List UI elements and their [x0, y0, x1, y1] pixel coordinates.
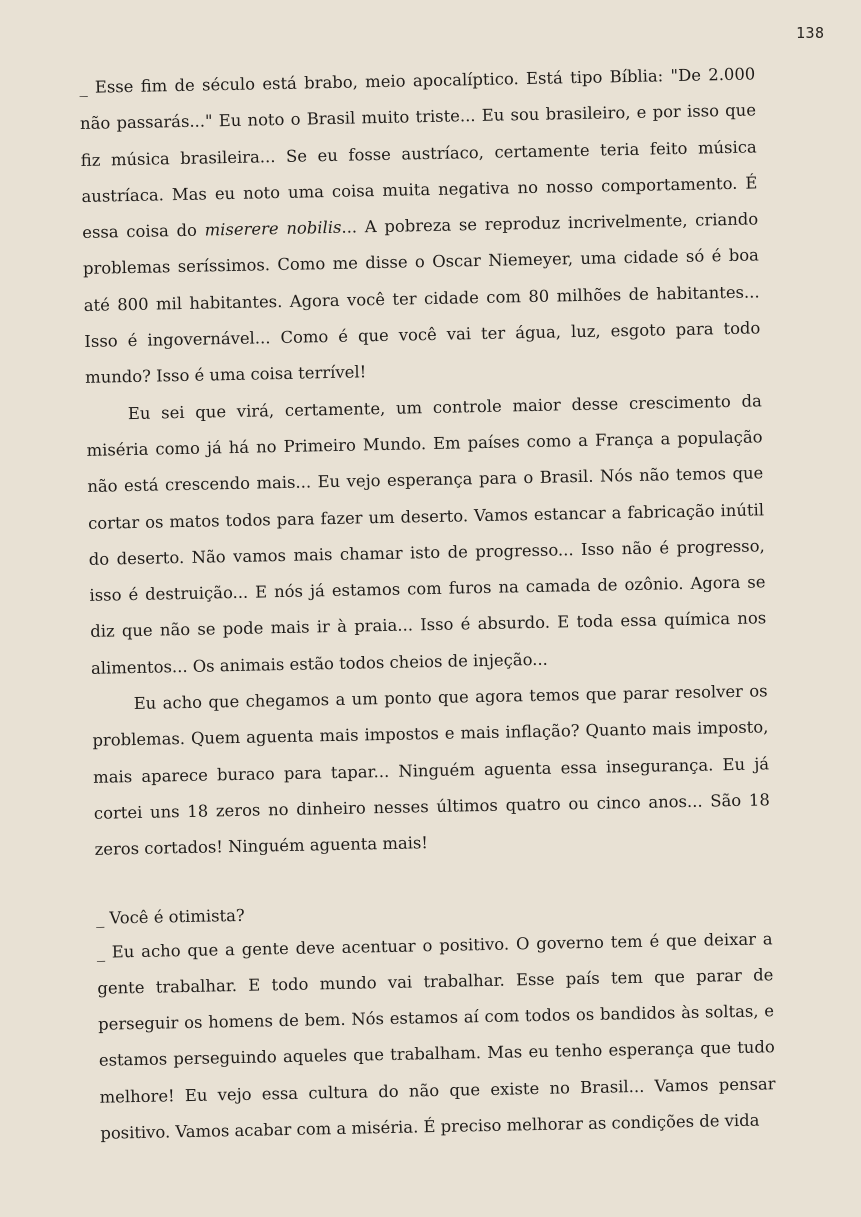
interview-text	[79, 56, 777, 1152]
dash-prefix: _	[96, 942, 112, 962]
answer-text: Eu acho que a gente deve acentuar o positivo. O governo tem é que deixar a gente trabalhar. E todo mundo vai trabalhar. Esse país tem que parar de perseguir os homens de bem. Nós estamos aí com todos os bandidos às soltas, e estamos perseguindo aqueles que trabalham. Mas eu tenho esperança que tudo melhore! Eu vejo essa cultura do não que existe no Brasil... Vamos pensar positivo. Vamos acabar com a miséria. É preciso melhorar as condições de vida	[97, 928, 776, 1143]
latin-phrase: miserere nobilis	[204, 217, 342, 240]
paragraph-1	[79, 56, 761, 396]
paragraph-2: Eu sei que virá, certamente, um controle maior desse crescimento da miséria como já há no Primeiro Mundo. Em países como a França a população não está crescendo mais... Eu vejo esperança para o Brasil. Nós não temos que cortar os matos todos para fazer um deserto. Vamos estancar a fabricação inútil do deserto. Não vamos mais chamar isto de progresso... Isso não é progresso, isso é destruição... E nós já estamos com furos na camada de ozônio. Agora se diz que não se pode mais ir à praia... Isso é absurdo. E toda essa química nos alimentos... Os animais estão todos cheios de injeção...	[86, 391, 767, 678]
paragraph-3: Eu acho que chegamos a um ponto que agora temos que parar resolver os problemas. Quem aguenta mais impostos e mais inflação? Quanto mais imposto, mais aparece buraco para tapar... Ninguém aguenta essa insegurança. Eu já cortei uns 18 zeros no dinheiro nesses últimos quatro ou cinco anos... São 18 zeros cortados! Ninguém aguenta mais!	[92, 681, 770, 860]
paragraph-1-text-b: ... A pobreza se reproduz incrivelmente, criando problemas seríssimos. Como me disse o Oscar Niemeyer, uma cidade só é boa até 800 mil habitantes. Agora você ter cidade com 80 milhões de habitantes... Isso é ingovernável... Como é que você vai ter água, luz, esgoto para todo mundo? Isso é uma coisa terrível!	[82, 209, 761, 388]
question-text: Você é otimista?	[109, 905, 245, 928]
answer-paragraph	[96, 921, 776, 1152]
paragraph-1-text-a: Esse fim de século está brabo, meio apocalíptico. Está tipo Bíblia: "De 2.000 não passarás..." Eu noto o Brasil muito triste... Eu sou brasileiro, e por isso que fiz música brasileira... Se eu fosse austríaco, certamente teria feito música austríaca. Mas eu noto uma coisa muita negativa no nosso comportamento. É essa coisa do	[79, 64, 758, 243]
dash-prefix: _	[79, 77, 96, 97]
page-number: 138	[796, 24, 825, 42]
dash-prefix: _	[95, 908, 110, 928]
